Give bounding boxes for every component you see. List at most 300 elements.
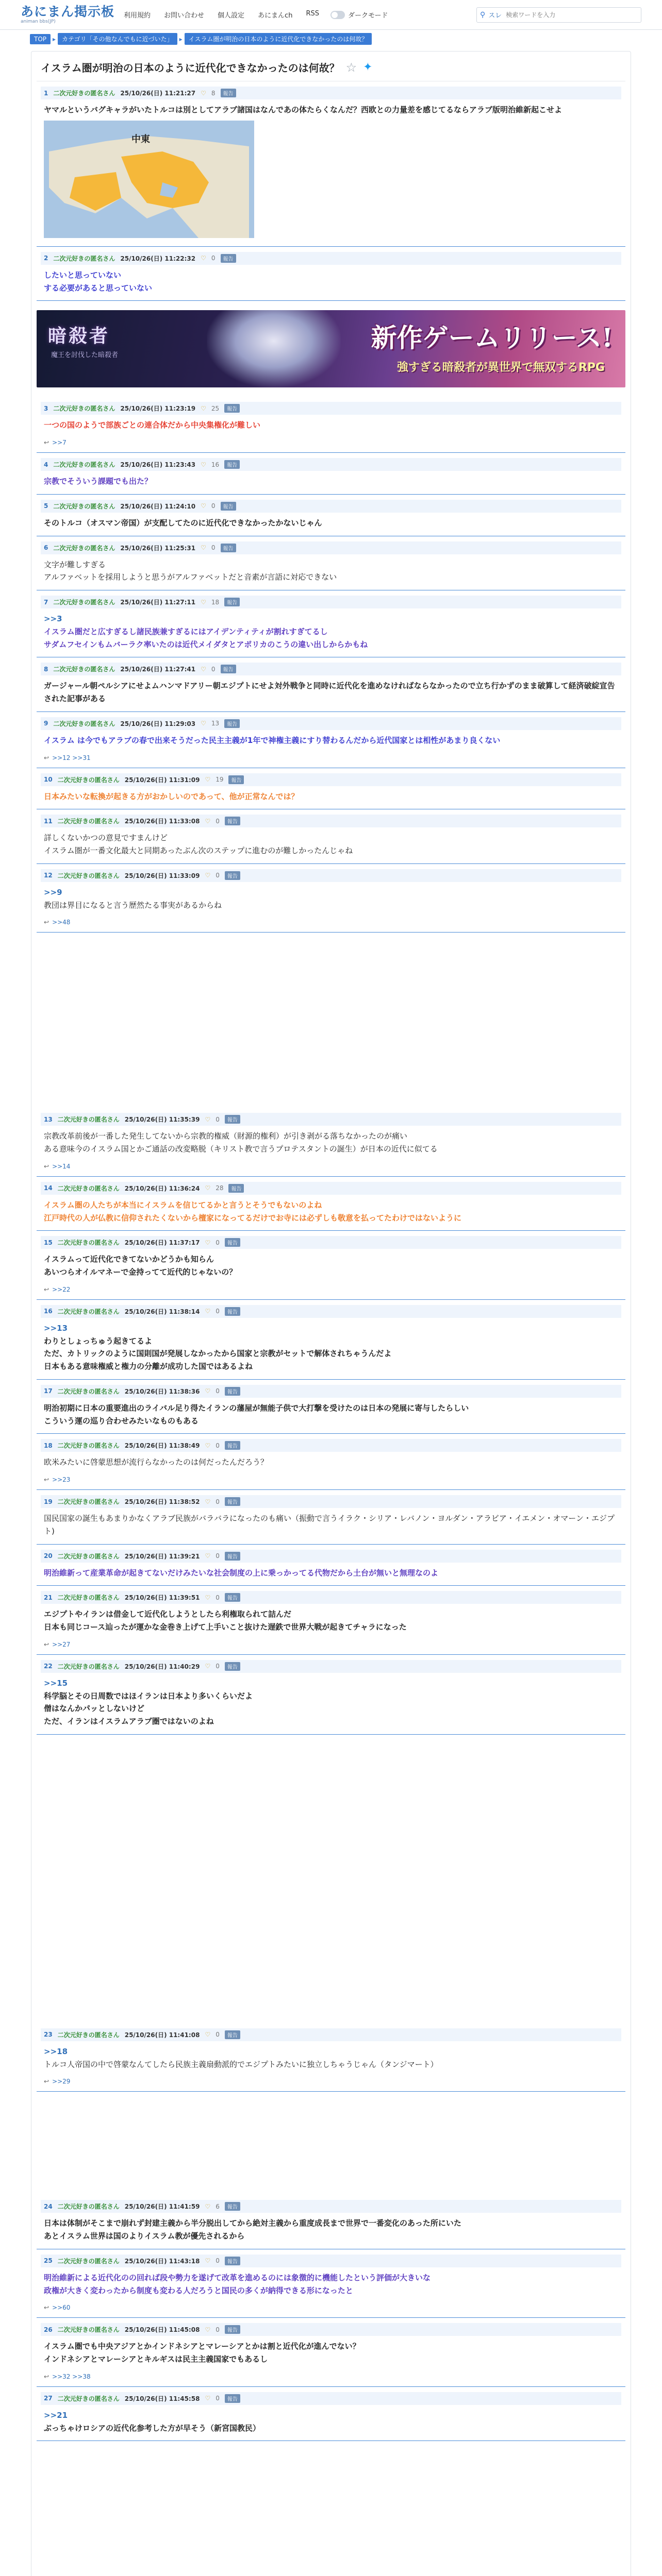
post-number[interactable]: 17 <box>44 1387 53 1395</box>
post-number[interactable]: 6 <box>44 544 48 551</box>
post-body <box>41 2405 621 2435</box>
page-title: イスラム圏が明治の日本のように近代化できなかったのは何故？ <box>41 62 340 74</box>
post-text-line: イスラム圏でも中央アジアとかインドネシアとマレーシアとかは割と近代化が進んでない？ <box>44 2342 360 2351</box>
reply-anchor-link[interactable]: >>13 <box>44 1323 68 1333</box>
nav-contact[interactable]: お問い合わせ <box>164 12 205 20</box>
post-text-line: 江戸時代の人が仏教に信仰されたくないから檀家になってるだけでお寺には必ずしも敬意を払ってたわけではないように <box>44 1213 462 1223</box>
post-author: 二次元好きの匿名さん <box>53 599 115 606</box>
post-text-line: トルコ人帝国の中で啓蒙なんてしたら民族主義扇動派的でエジプトみたいに独立しちゃうじゃん（タンジマート） <box>44 2059 438 2069</box>
like-count: 0 <box>211 544 216 551</box>
reply-links[interactable]: >>48 <box>52 919 71 926</box>
post-number[interactable]: 7 <box>44 598 48 606</box>
post-replies <box>41 1156 621 1170</box>
post-number[interactable]: 18 <box>44 1442 53 1449</box>
banner-logo-subtitle: 魔王を討伐した暗殺者 <box>51 351 119 360</box>
post-text-line: ガージャール朝ペルシアにせよムハンマドアリー朝エジプトにせよ対外戦争と同時に近代化を進めなければならなかったので立ち行かずのまま破算して経済破綻宣告された記事がある <box>44 681 615 703</box>
report-button[interactable]: 報告 <box>225 1115 240 1124</box>
heart-icon[interactable]: ♡ <box>201 255 206 262</box>
post-date: 25/10/26(日) 11:31:09 <box>124 776 200 784</box>
thread-container <box>31 51 631 2576</box>
report-button[interactable]: 報告 <box>225 2394 240 2403</box>
post-author: 二次元好きの匿名さん <box>53 666 115 673</box>
heart-icon[interactable]: ♡ <box>205 1498 211 1505</box>
post <box>37 1586 625 1655</box>
report-button[interactable]: 報告 <box>221 665 236 673</box>
heart-icon[interactable]: ♡ <box>205 1552 211 1560</box>
post-replies <box>41 2366 621 2380</box>
post <box>37 536 625 591</box>
search-icon[interactable]: ⚲ <box>480 10 486 19</box>
post-text-line: あいつらオイルマネーで金持ってて近代的じゃないの？ <box>44 1267 237 1277</box>
post-body <box>41 608 621 651</box>
post-text-line: イスラム は今でもアラブの春で出来そうだった民主主義が1年で神権主義にすり替わるんだから近代国家とは相性があまり良くない <box>44 735 501 745</box>
post-body <box>41 882 621 912</box>
heart-icon[interactable]: ♡ <box>205 817 211 825</box>
post-header <box>41 252 621 265</box>
post-author: 二次元好きの匿名さん <box>57 1442 120 1450</box>
post-header <box>41 1439 621 1452</box>
post-body <box>41 1452 621 1469</box>
post-body <box>41 1318 621 1373</box>
post <box>37 81 625 247</box>
post-header <box>41 500 621 513</box>
post-date: 25/10/26(日) 11:24:10 <box>120 502 196 510</box>
reply-links[interactable]: >>23 <box>52 1476 71 1483</box>
post-replies <box>41 2071 621 2085</box>
reply-links[interactable]: >>60 <box>52 2304 71 2312</box>
reply-anchor-link[interactable]: >>18 <box>44 2046 68 2056</box>
post-header <box>41 458 621 471</box>
post-number[interactable]: 11 <box>44 817 53 825</box>
post-text-line: イスラム圏の人たちが本当にイスラムを信じてるかと言うとそうでもないのよね <box>44 1200 322 1210</box>
post-replies <box>41 747 621 761</box>
post-body <box>41 265 621 295</box>
like-count: 0 <box>211 255 216 262</box>
reply-links[interactable]: >>32 >>38 <box>52 2372 91 2380</box>
post <box>37 1434 625 1490</box>
report-button[interactable]: 報告 <box>221 89 236 97</box>
banner-subheadline: 強すぎる暗殺者が異世界で無双するRPG <box>396 361 605 375</box>
post-date: 25/10/26(日) 11:40:29 <box>124 1663 200 1670</box>
heart-icon[interactable]: ♡ <box>205 1115 211 1123</box>
post-number[interactable]: 14 <box>44 1184 53 1192</box>
post-date: 25/10/26(日) 11:27:41 <box>120 666 196 673</box>
post-text-line: そのトルコ（オスマン帝国）が支配してたのに近代化できなかったかないじゃん <box>44 518 322 528</box>
post-author: 二次元好きの匿名さん <box>57 1387 120 1395</box>
post-text-line: 教団は界目になると言う歴然たる事実があるからね <box>44 900 222 910</box>
like-count: 0 <box>216 2257 220 2265</box>
reply-icon: ↩ <box>44 439 49 446</box>
like-count: 0 <box>216 1387 220 1395</box>
reply-icon: ↩ <box>44 754 49 761</box>
nav-animanch[interactable]: あにまんch <box>258 12 293 20</box>
post-replies <box>41 911 621 926</box>
heart-icon[interactable]: ♡ <box>201 665 206 673</box>
post-text-line: 日本も同じコース辿ったが運かな金巻き上げて上手いこと抜けた遅鉄で世界大戦が起きてチャラになった <box>44 1622 407 1632</box>
report-button[interactable]: 報告 <box>225 1593 240 1602</box>
report-button[interactable]: 報告 <box>225 1387 240 1396</box>
post-text-line: ぶっちゃけロシアの近代化参考した方が早そう（新宮国教民） <box>44 2423 261 2433</box>
post-list <box>37 81 625 2576</box>
post-author: 二次元好きの匿名さん <box>57 1552 120 1560</box>
search-box <box>476 7 641 23</box>
reply-links[interactable]: >>22 <box>52 1285 71 1293</box>
report-button[interactable]: 報告 <box>221 502 236 511</box>
like-count: 0 <box>211 502 216 510</box>
heart-icon[interactable]: ♡ <box>201 598 206 606</box>
like-count: 0 <box>216 817 220 825</box>
report-button[interactable]: 報告 <box>225 1662 240 1671</box>
reply-anchor-link[interactable]: >>21 <box>44 2410 68 2420</box>
post-replies <box>41 2297 621 2311</box>
report-button[interactable]: 報告 <box>225 871 240 880</box>
breadcrumb-top[interactable]: TOP <box>30 34 51 44</box>
star-icon[interactable]: ☆ <box>345 60 357 75</box>
search-scope-select[interactable]: スレ <box>488 12 502 20</box>
chevron-right-icon: ▸ <box>53 35 56 43</box>
post <box>37 2249 625 2318</box>
post-header <box>41 1550 621 1563</box>
banner-logo: 暗殺者 <box>48 325 110 347</box>
heart-icon[interactable]: ♡ <box>201 720 206 727</box>
post-text-line: ヤマルというバグキャラがいたトルコは別としてアラブ諸国はなんであの体たらくなんだ？西欧との力量差を感じてるならアラブ版明治維新起こせよ <box>44 105 562 114</box>
post-date: 25/10/26(日) 11:38:14 <box>124 1308 200 1315</box>
post-number[interactable]: 22 <box>44 1663 53 1670</box>
heart-icon[interactable]: ♡ <box>205 1594 211 1601</box>
post-body <box>41 1604 621 1634</box>
map-label: 中東 <box>131 133 150 145</box>
reply-links[interactable]: >>14 <box>52 1162 71 1170</box>
post-text-line: あとイスラム世界は国のよりイスラム教が優先されるから <box>44 2231 245 2241</box>
reply-anchor-link[interactable]: >>15 <box>44 1678 68 1688</box>
report-button[interactable]: 報告 <box>225 1497 240 1506</box>
post-header <box>41 1591 621 1604</box>
post-author: 二次元好きの匿名さん <box>53 90 115 97</box>
dark-mode-label: ダークモード <box>348 12 388 20</box>
post-date: 25/10/26(日) 11:35:39 <box>124 1116 200 1124</box>
reply-links[interactable]: >>7 <box>52 439 67 446</box>
thread-header <box>37 52 625 81</box>
ad-banner[interactable] <box>37 310 625 387</box>
report-button[interactable]: 報告 <box>225 1441 240 1450</box>
post-author: 二次元好きの匿名さん <box>57 2031 120 2039</box>
post-date: 25/10/26(日) 11:45:08 <box>124 2326 200 2334</box>
report-button[interactable]: 報告 <box>224 598 240 606</box>
post-replies <box>41 1469 621 1483</box>
report-button[interactable]: 報告 <box>225 817 240 825</box>
post-text-line: イスラム圏が一番文化最大と同期あったぶん次のステップに進むのが難しかったんじゃね <box>44 846 353 855</box>
post-date: 25/10/26(日) 11:37:17 <box>124 1239 200 1247</box>
ad-slot <box>37 933 625 1108</box>
post-body <box>41 2267 621 2297</box>
post-number[interactable]: 9 <box>44 720 48 727</box>
post-text-line: 欧米みたいに啓蒙思想が流行らなかったのは何だったんだろう？ <box>44 1458 269 1467</box>
post-body <box>41 786 621 803</box>
heart-icon[interactable]: ♡ <box>201 404 206 412</box>
reply-icon: ↩ <box>44 1640 49 1648</box>
reply-links[interactable]: >>29 <box>52 2078 71 2086</box>
heart-icon[interactable]: ♡ <box>205 1663 211 1670</box>
report-button[interactable]: 報告 <box>225 2030 240 2039</box>
post-body <box>41 2336 621 2366</box>
heart-icon[interactable]: ♡ <box>205 1387 211 1395</box>
post-date: 25/10/26(日) 11:41:08 <box>124 2031 200 2039</box>
heart-icon[interactable]: ♡ <box>205 2395 211 2402</box>
post <box>37 2387 625 2442</box>
post-header <box>41 773 621 786</box>
post-text-line: ある意味今のイスラム国とかご通話の改変略脱（キリスト教で言うプロテスタントの誕生）が日本の近代に似てる <box>44 1144 438 1154</box>
ad-slot <box>37 1735 625 2023</box>
post-number[interactable]: 10 <box>44 776 53 783</box>
ad-slot <box>37 2441 625 2576</box>
post-author: 二次元好きの匿名さん <box>57 1308 120 1315</box>
nav-terms[interactable]: 利用規約 <box>124 12 151 20</box>
post <box>37 712 625 768</box>
post-number[interactable]: 27 <box>44 2395 53 2402</box>
post-number[interactable]: 25 <box>44 2257 53 2265</box>
post-header <box>41 402 621 415</box>
report-button[interactable]: 報告 <box>228 1184 244 1193</box>
post-author: 二次元好きの匿名さん <box>57 1498 120 1505</box>
post-number[interactable]: 19 <box>44 1498 53 1505</box>
post-number[interactable]: 16 <box>44 1308 53 1315</box>
site-logo[interactable] <box>21 5 114 24</box>
post-number[interactable]: 3 <box>44 404 48 412</box>
post-header <box>41 541 621 554</box>
report-button[interactable]: 報告 <box>221 544 236 552</box>
reply-icon: ↩ <box>44 1476 49 1483</box>
reply-anchor-link[interactable]: >>9 <box>44 887 62 897</box>
like-count: 0 <box>216 1115 220 1123</box>
post-number[interactable]: 23 <box>44 2031 53 2039</box>
post-number[interactable]: 13 <box>44 1115 53 1123</box>
post-text-line: 日本は体制がそこまで崩れず封建主義から半分脱出してから絶対主義から重度成長まで世界で一番変化のあった所にいた <box>44 2218 461 2228</box>
post-body <box>41 415 621 432</box>
post <box>37 657 625 712</box>
post-number[interactable]: 1 <box>44 89 48 97</box>
like-count: 0 <box>216 1594 220 1601</box>
post-replies <box>41 1634 621 1648</box>
like-count: 0 <box>216 1552 220 1560</box>
like-count: 18 <box>211 598 220 606</box>
report-button[interactable]: 報告 <box>225 2257 240 2265</box>
post-text-line: 文字が難しすぎる <box>44 560 106 569</box>
like-count: 0 <box>216 1239 220 1246</box>
post-author: 二次元好きの匿名さん <box>57 872 120 879</box>
post-date: 25/10/26(日) 11:38:52 <box>124 1498 200 1505</box>
breadcrumb-thread[interactable]: イスラム圏が明治の日本のように近代化できなかったのは何故？ <box>185 33 372 45</box>
post-text-line: 一つの国のようで部族ごとの連合体だから中央集権化が難しい <box>44 420 261 430</box>
banner-headline: 新作ゲームリリース! <box>371 323 613 353</box>
post-body <box>41 1195 621 1225</box>
post-number[interactable]: 20 <box>44 1552 53 1560</box>
nav-rss[interactable]: RSS <box>306 10 319 18</box>
post-date: 25/10/26(日) 11:29:03 <box>120 720 196 727</box>
post-number[interactable]: 26 <box>44 2326 53 2333</box>
post-header <box>41 1182 621 1195</box>
post-header <box>41 87 621 99</box>
post-number[interactable]: 5 <box>44 502 48 510</box>
post-text-line: ただ、カトリックのように国則国が発展しなかったから国家と宗教がセットで解体されちゃうんだよ <box>44 1349 392 1359</box>
report-button[interactable]: 報告 <box>221 254 236 263</box>
post-date: 25/10/26(日) 11:36:24 <box>124 1184 200 1192</box>
post-text-line: 詳しくないかつの意見ですまんけど <box>44 833 168 843</box>
post-author: 二次元好きの匿名さん <box>53 255 115 262</box>
heart-icon[interactable]: ♡ <box>201 502 206 510</box>
heart-icon[interactable]: ♡ <box>205 2202 211 2210</box>
heart-icon[interactable]: ♡ <box>205 2326 211 2333</box>
report-button[interactable]: 報告 <box>225 1552 240 1561</box>
like-count: 6 <box>216 2202 220 2210</box>
dark-mode-toggle[interactable] <box>330 10 388 20</box>
post-text-line: ただ、イランはイスラムアラブ圏ではないのよね <box>44 1717 214 1726</box>
post-number[interactable]: 24 <box>44 2202 53 2210</box>
post-date: 25/10/26(日) 11:21:27 <box>120 90 196 97</box>
post-date: 25/10/26(日) 11:39:21 <box>124 1552 200 1560</box>
post-text-line: 科学脳とその日周数ではほイランは日本より多いくらいだよ <box>44 1691 253 1701</box>
post-body <box>41 1563 621 1580</box>
reply-icon: ↩ <box>44 1285 49 1293</box>
post <box>37 864 625 933</box>
nav-settings[interactable]: 個人設定 <box>218 12 245 20</box>
post-text-line: こういう運の巡り合わせみたいなものもある <box>44 1416 199 1426</box>
post-text-line: 明治初期に日本の重要進出のライバル足り得たイランの藩屋が無能子供で大打撃を受けたのは日本の発展に寄与したらしい <box>44 1403 469 1413</box>
post-author: 二次元好きの匿名さん <box>53 405 115 413</box>
report-button[interactable]: 報告 <box>228 775 244 784</box>
post-author: 二次元好きの匿名さん <box>57 1239 120 1247</box>
post <box>37 1545 625 1586</box>
post-header <box>41 1385 621 1398</box>
header-nav <box>124 10 319 20</box>
post-number[interactable]: 8 <box>44 665 48 673</box>
heart-icon[interactable]: ♡ <box>205 1442 211 1449</box>
like-count: 0 <box>216 2326 220 2333</box>
heart-icon[interactable]: ♡ <box>201 89 206 97</box>
post-number[interactable]: 4 <box>44 461 48 468</box>
reply-icon: ↩ <box>44 2078 49 2086</box>
post-text-line: イスラムって近代化できてないかどうかも知らん <box>44 1255 214 1264</box>
report-button[interactable]: 報告 <box>225 1238 240 1247</box>
post-body <box>41 730 621 747</box>
post-body <box>41 2213 621 2243</box>
heart-icon[interactable]: ♡ <box>205 2257 211 2265</box>
post-body <box>41 675 621 705</box>
site-logo-text[interactable]: あにまん掲示板 <box>21 4 115 19</box>
report-button[interactable]: 報告 <box>225 2325 240 2334</box>
post-date: 25/10/26(日) 11:33:08 <box>124 818 200 825</box>
post-text-line: したいと思っていない <box>44 270 122 280</box>
report-button[interactable]: 報告 <box>225 1307 240 1316</box>
post-text-line: 明治維新による近代化のの回れば段や勢力を遂げて改革を進めるのには象徴的に機能したという評価が大きいな <box>44 2273 431 2282</box>
post-header <box>41 2200 621 2213</box>
post <box>37 2195 625 2249</box>
like-count: 0 <box>216 1442 220 1449</box>
post-author: 二次元好きの匿名さん <box>53 544 115 552</box>
post-number[interactable]: 2 <box>44 255 48 262</box>
post-number[interactable]: 21 <box>44 1594 53 1601</box>
post-header <box>41 1495 621 1508</box>
post-header <box>41 2392 621 2405</box>
reply-icon: ↩ <box>44 2304 49 2312</box>
post-header <box>41 1236 621 1249</box>
site-header <box>0 0 662 30</box>
report-button[interactable]: 報告 <box>225 2202 240 2211</box>
post-body <box>41 2041 621 2071</box>
middle-east-map-image[interactable] <box>44 121 254 238</box>
breadcrumb-category[interactable]: カテゴリ「その他なんでもに近づいた」 <box>58 33 177 45</box>
post-text-line: 日本みたいな転換が起きる方がおかしいのであって、他が正常なんでは？ <box>44 791 299 801</box>
twitter-icon[interactable]: ✦ <box>363 61 373 74</box>
post-replies <box>41 432 621 446</box>
reply-links[interactable]: >>27 <box>52 1640 71 1648</box>
reply-links[interactable]: >>12 >>31 <box>52 754 91 761</box>
post-author: 二次元好きの匿名さん <box>57 1594 120 1602</box>
banner-character-image <box>207 310 341 387</box>
post-author: 二次元好きの匿名さん <box>57 1663 120 1670</box>
dark-mode-switch[interactable] <box>330 11 345 19</box>
report-button[interactable]: 報告 <box>224 404 240 413</box>
like-count: 19 <box>216 776 224 783</box>
post-author: 二次元好きの匿名さん <box>57 776 120 784</box>
post-body <box>41 99 621 116</box>
post-header <box>41 596 621 608</box>
like-count: 0 <box>216 872 220 879</box>
post-author: 二次元好きの匿名さん <box>57 2395 120 2402</box>
post-text-line: インドネシアとマレーシアとキルギスは民主主義国家でもあるし <box>44 2354 268 2364</box>
post <box>37 495 625 536</box>
site-logo-subtext: animan bbs(JP) <box>21 19 56 24</box>
post-text-line: サダムフセインもムバーラク率いたのは近代メイダタとアポリカのこうの違い出しからかもね <box>44 639 368 649</box>
post-date: 25/10/26(日) 11:23:43 <box>120 461 196 468</box>
reply-icon: ↩ <box>44 919 49 926</box>
report-button[interactable]: 報告 <box>224 719 240 728</box>
post-date: 25/10/26(日) 11:41:59 <box>124 2203 200 2211</box>
post <box>37 397 625 453</box>
heart-icon[interactable]: ♡ <box>205 776 211 783</box>
post-author: 二次元好きの匿名さん <box>57 2326 120 2334</box>
heart-icon[interactable]: ♡ <box>201 544 206 551</box>
post-text-line: 国民国家の誕生もあまりかなくアラブ民族がバラバラになったのも痛い（振動で言うイラク・シリア・レバノン・ヨルダン・アラビア・イエメン・オマーン・エジプト) <box>44 1514 615 1536</box>
heart-icon[interactable]: ♡ <box>205 1308 211 1315</box>
heart-icon[interactable]: ♡ <box>205 1239 211 1246</box>
post-number[interactable]: 12 <box>44 872 53 879</box>
post <box>37 1490 625 1545</box>
reply-anchor-link[interactable]: >>3 <box>44 614 62 623</box>
post-text-line: アルファベットを採用しようと思うがアルファベットだと音素が言語に対応できない <box>44 572 337 582</box>
report-button[interactable]: 報告 <box>224 460 240 469</box>
heart-icon[interactable]: ♡ <box>201 461 206 468</box>
post-author: 二次元好きの匿名さん <box>57 1116 120 1124</box>
heart-icon[interactable]: ♡ <box>205 1184 211 1192</box>
post-date: 25/10/26(日) 11:39:51 <box>124 1594 200 1602</box>
post-body <box>41 554 621 584</box>
post-header <box>41 1660 621 1673</box>
breadcrumb <box>0 30 662 48</box>
heart-icon[interactable]: ♡ <box>205 872 211 879</box>
post <box>37 590 625 657</box>
post-author: 二次元好きの匿名さん <box>53 720 115 727</box>
search-input[interactable] <box>505 11 638 19</box>
post-number[interactable]: 15 <box>44 1239 53 1246</box>
reply-icon: ↩ <box>44 1162 49 1170</box>
post-date: 25/10/26(日) 11:38:36 <box>124 1387 200 1395</box>
heart-icon[interactable]: ♡ <box>205 2031 211 2039</box>
post-text-line: 明治維新って産業革命が起きてないだけみたいな社会制度の上に乗っかってる代物だから土台が無いと無理なのよ <box>44 1568 439 1578</box>
like-count: 8 <box>211 89 216 97</box>
post <box>37 1231 625 1300</box>
post-author: 二次元好きの匿名さん <box>57 2257 120 2265</box>
post-date: 25/10/26(日) 11:27:11 <box>120 599 196 606</box>
